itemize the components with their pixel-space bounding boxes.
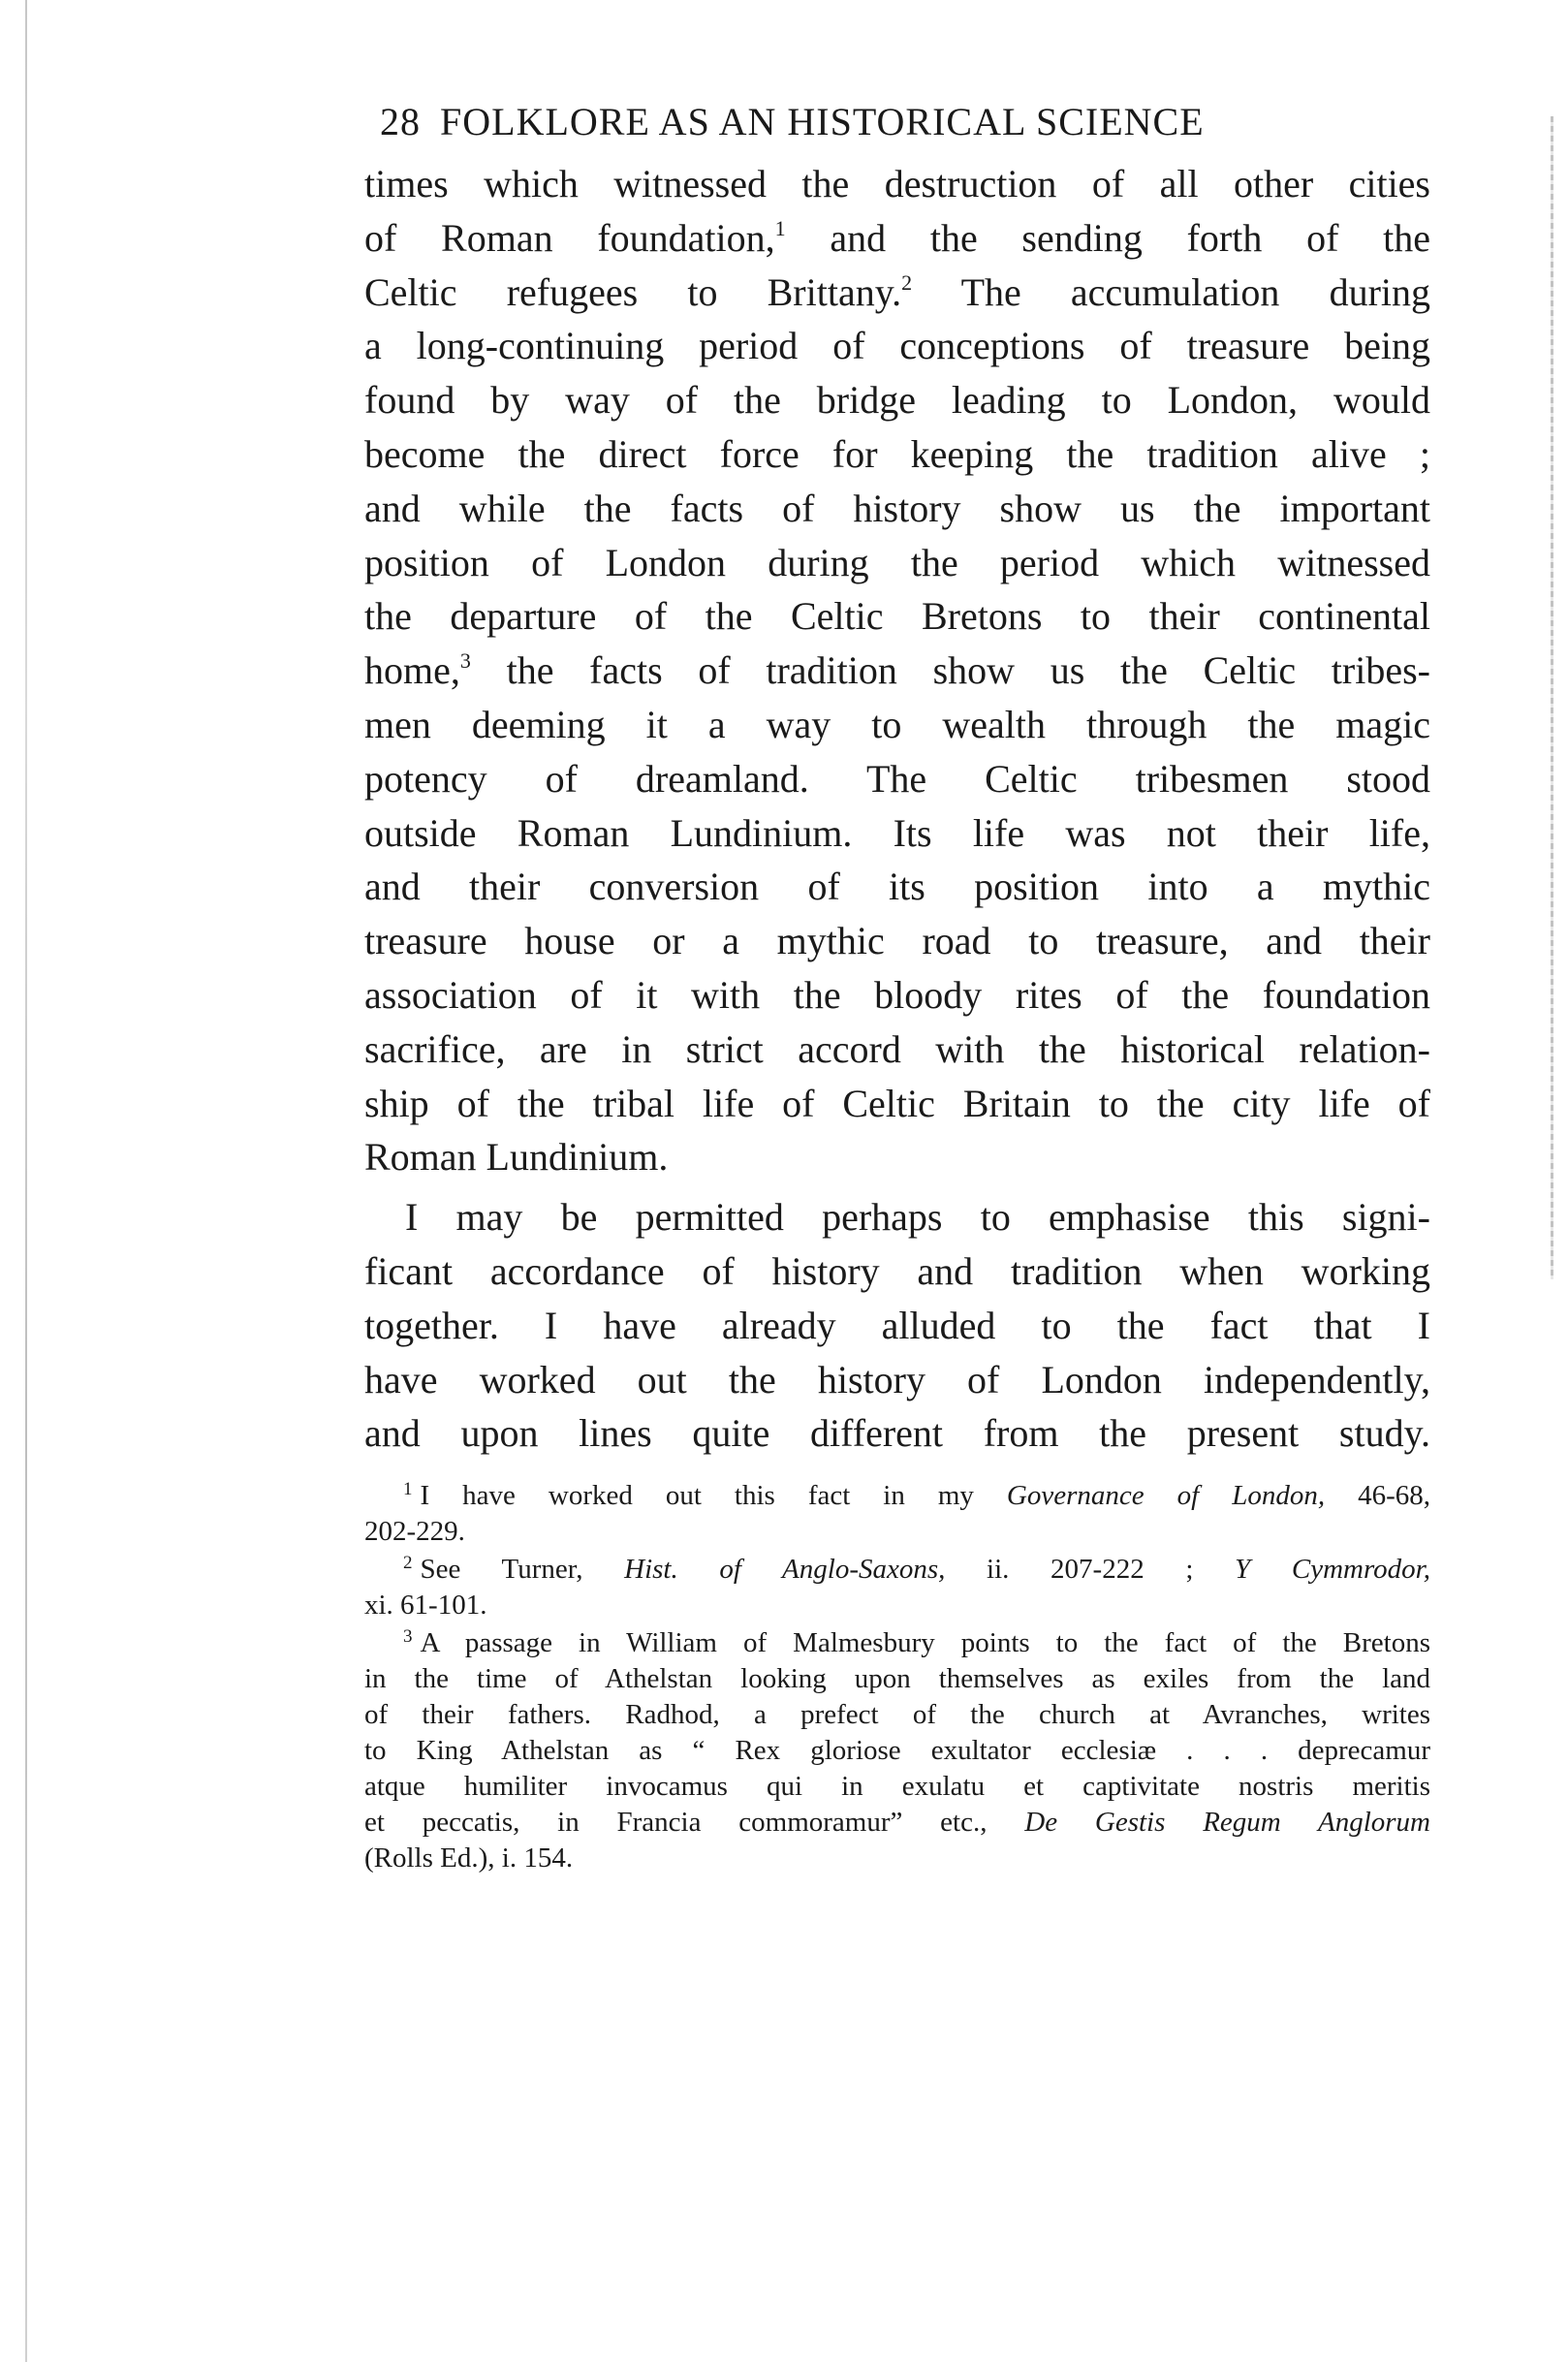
- footnote-ref-2: 2: [901, 269, 913, 295]
- text-line: potency of dreamland. The Celtic tribesmen stood: [364, 756, 1430, 801]
- text-line: outside Roman Lundinium. Its life was not their life,: [364, 810, 1430, 855]
- citation-title: De Gestis Regum Anglorum: [1024, 1807, 1430, 1839]
- paragraph-1: [364, 157, 1430, 1184]
- paragraph-2: [364, 1190, 1430, 1461]
- text-run: 46-68,: [1325, 1480, 1430, 1512]
- footnote-line: [364, 1478, 1430, 1514]
- footnote-ref-3: 3: [459, 648, 471, 674]
- text-run: See Turner,: [420, 1554, 625, 1586]
- footnote-line: in the time of Athelstan looking upon themselves as exiles from the land: [364, 1663, 1430, 1695]
- footnote-3: [364, 1625, 1430, 1876]
- footnote-line: atque humiliter invocamus qui in exulatu et captivitate nostris meritis: [364, 1771, 1430, 1803]
- text-run: Celtic refugees to Brittany.: [364, 269, 902, 314]
- text-line: association of it with the bloody rites of the foundation: [364, 972, 1430, 1017]
- text-line: I may be permitted perhaps to emphasise this signi-: [405, 1195, 1430, 1240]
- footnote-line: 202-229.: [364, 1516, 465, 1548]
- text-line: [364, 644, 1430, 698]
- running-title: FOLKLORE AS AN HISTORICAL SCIENCE: [440, 100, 1205, 143]
- text-line: [364, 266, 1430, 320]
- text-run: home,: [364, 648, 460, 693]
- text-run: The accumulation during: [912, 269, 1430, 314]
- scan-edge-left: [25, 0, 27, 2362]
- page-number: 28: [380, 100, 421, 143]
- footnote-2: [364, 1552, 1430, 1623]
- text-run: the facts of tradition show us the Celtic tribes-: [470, 648, 1430, 693]
- footnote-number: 2: [403, 1553, 413, 1574]
- text-run: A passage in William of Malmesbury points to the fact of the Bretons: [420, 1627, 1430, 1659]
- footnote-line: of their fathers. Radhod, a prefect of the church at Avranches, writes: [364, 1699, 1430, 1731]
- text-run: ii. 207-222 ;: [945, 1554, 1236, 1586]
- citation-title: Y Cymmrodor,: [1235, 1554, 1430, 1586]
- text-line: [364, 211, 1430, 266]
- footnotes: [364, 1478, 1430, 1876]
- footnote-number: 1: [403, 1479, 413, 1500]
- text-line: ship of the tribal life of Celtic Britain to the city life of: [364, 1081, 1430, 1125]
- running-head: [380, 93, 1430, 151]
- book-page: [364, 93, 1430, 1878]
- footnote-line: [364, 1805, 1430, 1841]
- text-run: I have worked out this fact in my: [420, 1480, 1007, 1512]
- footnote-number: 3: [403, 1626, 413, 1648]
- text-line: and upon lines quite different from the present study.: [364, 1411, 1430, 1456]
- text-run: and the sending forth of the: [785, 215, 1430, 260]
- body-text: [364, 157, 1430, 1461]
- text-line: the departure of the Celtic Bretons to their continental: [364, 594, 1430, 639]
- text-run: et peccatis, in Francia commoramur” etc.,: [364, 1807, 1025, 1839]
- text-line: have worked out the history of London independently,: [364, 1357, 1430, 1401]
- text-line: found by way of the bridge leading to London, would: [364, 378, 1430, 423]
- text-line: times which witnessed the destruction of all other cities: [364, 162, 1430, 205]
- footnote-line: [364, 1625, 1430, 1661]
- text-line: men deeming it a way to wealth through the magic: [364, 702, 1430, 746]
- text-line: and while the facts of history show us the important: [364, 486, 1430, 530]
- footnote-line: [364, 1552, 1430, 1588]
- footnote-line: to King Athelstan as “ Rex gloriose exultator ecclesiæ . . . deprecamur: [364, 1735, 1430, 1767]
- scan-edge-right: [1551, 116, 1553, 1279]
- citation-title: Hist. of Anglo-Saxons,: [624, 1554, 946, 1586]
- text-line: treasure house or a mythic road to treasure, and their: [364, 919, 1430, 963]
- text-line: position of London during the period which witnessed: [364, 540, 1430, 584]
- text-run: of Roman foundation,: [364, 215, 775, 260]
- footnote-line: (Rolls Ed.), i. 154.: [364, 1842, 574, 1874]
- footnote-line: xi. 61-101.: [364, 1590, 487, 1622]
- text-line: become the direct force for keeping the tradition alive ;: [364, 431, 1430, 476]
- text-line: Roman Lundinium.: [364, 1135, 669, 1180]
- text-line: together. I have already alluded to the fact that I: [364, 1303, 1430, 1347]
- text-line: sacrifice, are in strict accord with the historical relation-: [364, 1026, 1430, 1071]
- text-line: and their conversion of its position into a mythic: [364, 865, 1430, 909]
- footnote-ref-1: 1: [774, 215, 786, 240]
- footnote-1: [364, 1478, 1430, 1550]
- text-line: a long-continuing period of conceptions of treasure being: [364, 324, 1430, 368]
- citation-title: Governance of London,: [1006, 1480, 1326, 1512]
- text-line: ficant accordance of history and tradition when working: [364, 1248, 1430, 1293]
